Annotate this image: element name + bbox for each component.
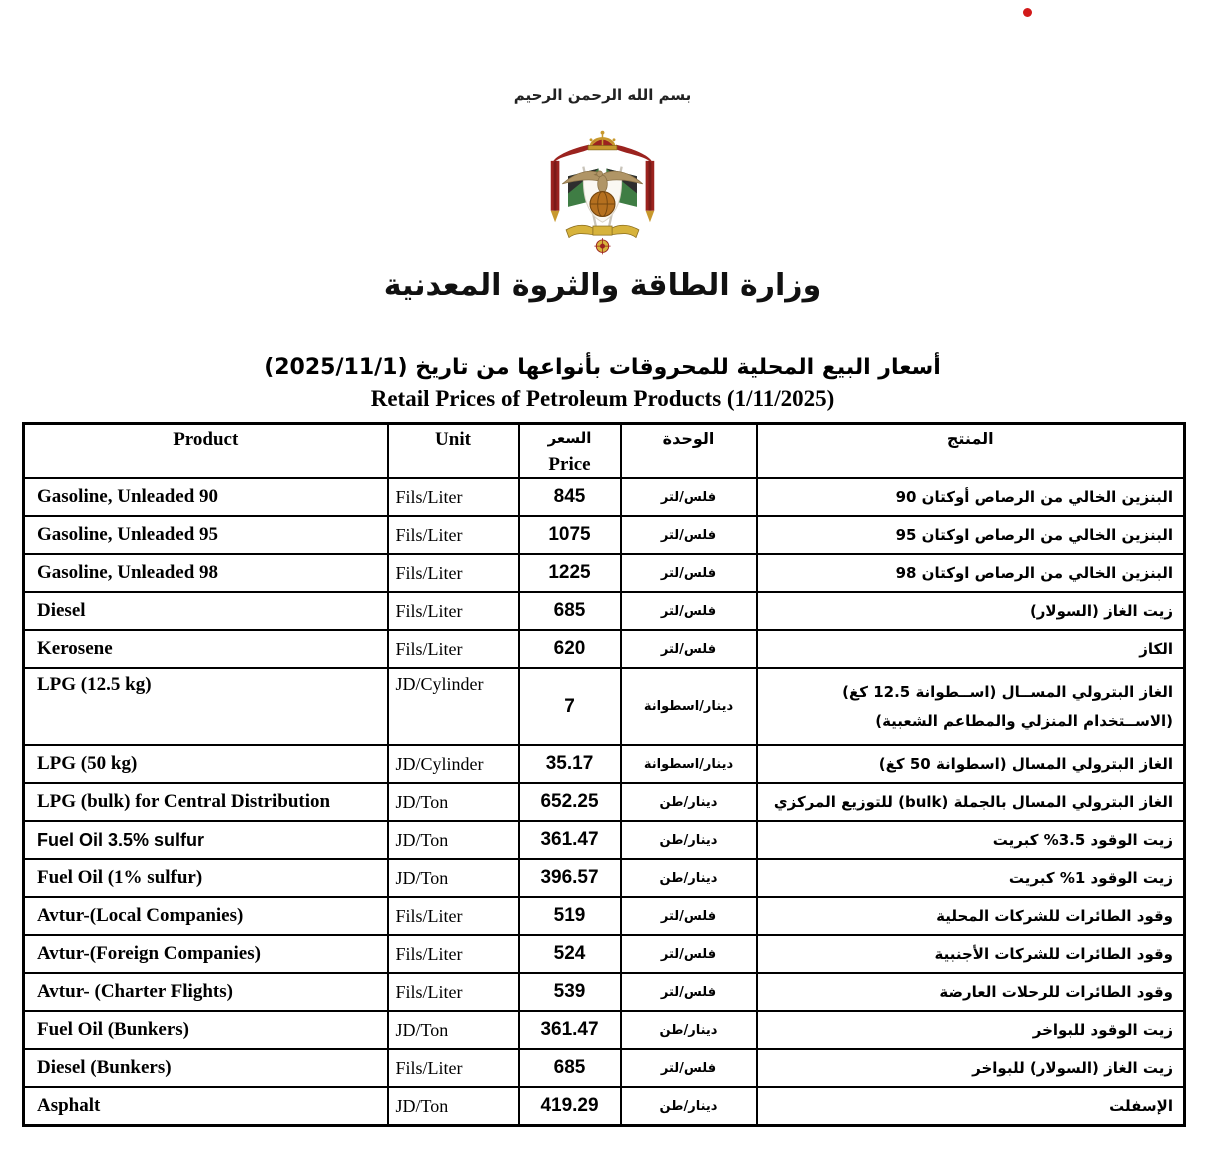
crown bbox=[588, 131, 617, 150]
table-row bbox=[24, 478, 1185, 516]
unit-ar: دينار/طن bbox=[621, 1011, 757, 1049]
unit-ar: فلس/لتر bbox=[621, 1049, 757, 1087]
unit-ar: فلس/لتر bbox=[621, 478, 757, 516]
unit-ar: فلس/لتر bbox=[621, 897, 757, 935]
unit-ar: فلس/لتر bbox=[621, 630, 757, 668]
product-name-ar: وقود الطائرات للشركات الأجنبية bbox=[757, 935, 1185, 973]
medal bbox=[594, 238, 610, 254]
product-name-ar: الغاز البترولي المســال (اســطوانة 12.5 كغ) (الاســتخدام المنزلي والمطاعم الشعبية) bbox=[757, 668, 1185, 745]
column-header-product-en: Product bbox=[24, 424, 388, 479]
table-row bbox=[24, 859, 1185, 897]
product-name-en: Fuel Oil (1% sulfur) bbox=[24, 859, 388, 897]
price-value: 519 bbox=[519, 897, 621, 935]
product-name-en: Diesel bbox=[24, 592, 388, 630]
table-row bbox=[24, 516, 1185, 554]
product-name-en: Gasoline, Unleaded 95 bbox=[24, 516, 388, 554]
unit-ar: دينار/اسطوانة bbox=[621, 745, 757, 783]
column-header-unit-ar: الوحدة bbox=[621, 424, 757, 479]
product-name-en: Fuel Oil (Bunkers) bbox=[24, 1011, 388, 1049]
globe bbox=[590, 192, 615, 217]
table-row bbox=[24, 630, 1185, 668]
unit-en: Fils/Liter bbox=[388, 1049, 519, 1087]
unit-ar: دينار/طن bbox=[621, 859, 757, 897]
price-value: 620 bbox=[519, 630, 621, 668]
price-value: 1075 bbox=[519, 516, 621, 554]
price-value: 539 bbox=[519, 973, 621, 1011]
table-row bbox=[24, 821, 1185, 859]
product-name-ar: البنزين الخالي من الرصاص أوكتان 90 bbox=[757, 478, 1185, 516]
unit-ar: فلس/لتر bbox=[621, 554, 757, 592]
unit-ar: دينار/طن bbox=[621, 783, 757, 821]
product-name-ar: زيت الغاز (السولار) bbox=[757, 592, 1185, 630]
price-value: 685 bbox=[519, 1049, 621, 1087]
unit-en: JD/Ton bbox=[388, 859, 519, 897]
unit-en: JD/Ton bbox=[388, 783, 519, 821]
column-header-price-en: Price bbox=[548, 454, 591, 475]
petroleum-prices-table bbox=[22, 422, 1186, 1127]
unit-en: Fils/Liter bbox=[388, 516, 519, 554]
unit-en: JD/Ton bbox=[388, 821, 519, 859]
price-value: 419.29 bbox=[519, 1087, 621, 1126]
product-name-en: Fuel Oil 3.5% sulfur bbox=[24, 821, 388, 859]
product-name-ar: الكاز bbox=[757, 630, 1185, 668]
unit-ar: دينار/اسطوانة bbox=[621, 668, 757, 745]
column-header-price-ar: السعر bbox=[547, 429, 592, 447]
product-name-ar: وقود الطائرات للشركات المحلية bbox=[757, 897, 1185, 935]
price-value: 35.17 bbox=[519, 745, 621, 783]
unit-ar: دينار/طن bbox=[621, 1087, 757, 1126]
product-name-en: Gasoline, Unleaded 98 bbox=[24, 554, 388, 592]
unit-ar: فلس/لتر bbox=[621, 973, 757, 1011]
jordan-coat-of-arms-icon bbox=[0, 130, 1205, 260]
table-row bbox=[24, 783, 1185, 821]
product-name-ar: زيت الوقود للبواخر bbox=[757, 1011, 1185, 1049]
unit-en: Fils/Liter bbox=[388, 478, 519, 516]
product-name-en: LPG (50 kg) bbox=[24, 745, 388, 783]
table-row bbox=[24, 897, 1185, 935]
price-value: 652.25 bbox=[519, 783, 621, 821]
unit-en: Fils/Liter bbox=[388, 554, 519, 592]
unit-en: JD/Ton bbox=[388, 1011, 519, 1049]
table-row bbox=[24, 745, 1185, 783]
product-name-en: LPG (bulk) for Central Distribution bbox=[24, 783, 388, 821]
product-name-en: LPG (12.5 kg) bbox=[24, 668, 388, 745]
price-value: 845 bbox=[519, 478, 621, 516]
product-name-en: Avtur- (Charter Flights) bbox=[24, 973, 388, 1011]
price-value: 361.47 bbox=[519, 821, 621, 859]
table-row bbox=[24, 935, 1185, 973]
price-value: 1225 bbox=[519, 554, 621, 592]
document-title-english: Retail Prices of Petroleum Products (1/11/2025) bbox=[370, 386, 835, 411]
ministry-name-calligraphy: وزارة الطاقة والثروة المعدنية bbox=[383, 268, 822, 303]
unit-ar: فلس/لتر bbox=[621, 516, 757, 554]
price-value: 7 bbox=[519, 668, 621, 745]
column-header-product-ar: المنتج bbox=[757, 424, 1185, 479]
product-name-ar: الغاز البترولي المسال (اسطوانة 50 كغ) bbox=[757, 745, 1185, 783]
price-value: 524 bbox=[519, 935, 621, 973]
unit-en: Fils/Liter bbox=[388, 592, 519, 630]
price-value: 396.57 bbox=[519, 859, 621, 897]
document-title-arabic: أسعار البيع المحلية للمحروقات بأنواعها من تاريخ (2025/11/1) bbox=[264, 355, 941, 380]
table-header-row bbox=[24, 424, 1185, 479]
product-name-en: Avtur-(Foreign Companies) bbox=[24, 935, 388, 973]
table-row bbox=[24, 1087, 1185, 1126]
price-table-body bbox=[24, 478, 1185, 1126]
bismillah-calligraphy: بسم الله الرحمن الرحيم bbox=[513, 86, 692, 104]
product-name-ar: البنزين الخالي من الرصاص اوكتان 95 bbox=[757, 516, 1185, 554]
table-row bbox=[24, 1011, 1185, 1049]
product-name-ar: وقود الطائرات للرحلات العارضة bbox=[757, 973, 1185, 1011]
price-value: 685 bbox=[519, 592, 621, 630]
ribbon bbox=[566, 225, 639, 237]
unit-en: Fils/Liter bbox=[388, 935, 519, 973]
red-dot-mark bbox=[1023, 8, 1032, 17]
product-name-en: Diesel (Bunkers) bbox=[24, 1049, 388, 1087]
product-name-ar: الإسفلت bbox=[757, 1087, 1185, 1126]
table-row bbox=[24, 668, 1185, 745]
unit-en: JD/Cylinder bbox=[388, 668, 519, 745]
table-row bbox=[24, 554, 1185, 592]
table-row bbox=[24, 592, 1185, 630]
price-value: 361.47 bbox=[519, 1011, 621, 1049]
product-name-ar: زيت الوقود 3.5% كبريت bbox=[757, 821, 1185, 859]
unit-ar: فلس/لتر bbox=[621, 935, 757, 973]
product-name-ar: زيت الغاز (السولار) للبواخر bbox=[757, 1049, 1185, 1087]
unit-ar: فلس/لتر bbox=[621, 592, 757, 630]
table-row bbox=[24, 973, 1185, 1011]
product-name-ar: الغاز البترولي المسال بالجملة (bulk) للتوزيع المركزي bbox=[757, 783, 1185, 821]
unit-en: Fils/Liter bbox=[388, 973, 519, 1011]
unit-ar: دينار/طن bbox=[621, 821, 757, 859]
product-name-en: Avtur-(Local Companies) bbox=[24, 897, 388, 935]
product-name-en: Kerosene bbox=[24, 630, 388, 668]
unit-en: JD/Ton bbox=[388, 1087, 519, 1126]
table-row bbox=[24, 1049, 1185, 1087]
document-header bbox=[0, 0, 1205, 303]
unit-en: Fils/Liter bbox=[388, 897, 519, 935]
unit-en: JD/Cylinder bbox=[388, 745, 519, 783]
product-name-ar: زيت الوقود 1% كبريت bbox=[757, 859, 1185, 897]
column-header-price bbox=[519, 424, 621, 479]
column-header-unit-en: Unit bbox=[388, 424, 519, 479]
product-name-en: Gasoline, Unleaded 90 bbox=[24, 478, 388, 516]
product-name-ar: البنزين الخالي من الرصاص اوكتان 98 bbox=[757, 554, 1185, 592]
unit-en: Fils/Liter bbox=[388, 630, 519, 668]
product-name-en: Asphalt bbox=[24, 1087, 388, 1126]
